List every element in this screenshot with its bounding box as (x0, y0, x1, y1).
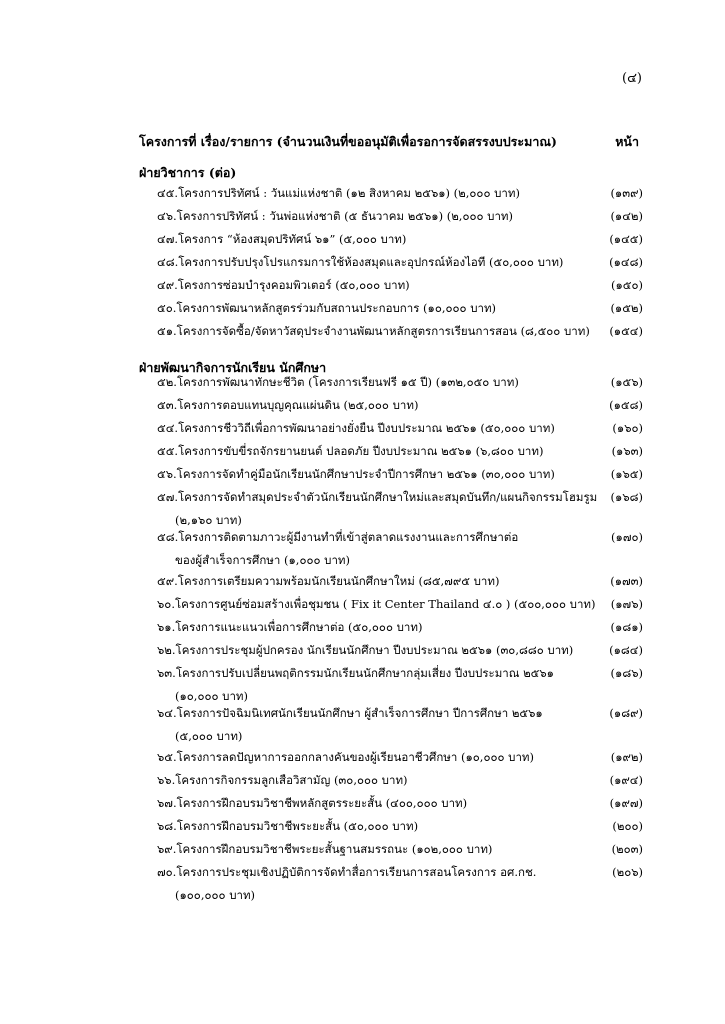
toc-entry-title: ๔๖.โครงการปริทัศน์ : วันพ่อแห่งชาติ (๕ ธันวาคม ๒๕๖๑) (๒,๐๐๐ บาท) (157, 209, 513, 223)
toc-entry (157, 463, 643, 486)
toc-entry-title: ๕๖.โครงการจัดทำคู่มือนักเรียนนักศึกษาประจำปีการศึกษา ๒๕๖๑ (๓๐,๐๐๐ บาท) (157, 467, 555, 481)
toc-entry-title: ๔๙.โครงการซ่อมบำรุงคอมพิวเตอร์ (๕๐,๐๐๐ บาท) (157, 278, 410, 292)
toc-entry-title: ๕๓.โครงการตอบแทนบุญคุณแผ่นดิน (๒๕,๐๐๐ บาท) (157, 398, 419, 412)
toc-entry (157, 746, 643, 769)
toc-entry-title: ๕๒.โครงการพัฒนาทักษะชีวิต (โครงการเรียนฟรี ๑๕ ปี) (๑๓๒,๐๕๐ บาท) (157, 375, 519, 389)
toc-entry (157, 616, 643, 639)
toc-entry-page: (๑๕๒) (610, 301, 643, 315)
section-title-academic: ฝ่ายวิชาการ (ต่อ) (139, 165, 237, 180)
toc-header (139, 132, 639, 152)
toc-entry (157, 394, 643, 417)
toc-entry-title: ๖๕.โครงการลดปัญหาการออกกลางคันของผู้เรียนอาชีวศึกษา (๑๐,๐๐๐ บาท) (157, 750, 534, 764)
toc-entry (157, 205, 643, 228)
toc-entry-page: (๑๗๓) (610, 574, 643, 588)
toc-entry-title: ๖๑.โครงการแนะแนวเพื่อการศึกษาต่อ (๕๐,๐๐๐ บาท) (157, 620, 423, 634)
toc-entry-title: ๖๖.โครงการกิจกรรมลูกเสือวิสามัญ (๓๐,๐๐๐ บาท) (157, 773, 408, 787)
toc-entry-page: (๑๙๔) (609, 773, 643, 787)
toc-entry-page: (๑๕๖) (610, 375, 643, 389)
toc-entry (157, 702, 643, 748)
toc-entry-title: ๖๗.โครงการฝึกอบรมวิชาชีพหลักสูตรระยะสั้น (๔๐๐,๐๐๐ บาท) (157, 796, 468, 810)
toc-entry-title: ๖๒.โครงการประชุมผู้ปกครอง นักเรียนนักศึกษา ปีงบประมาณ ๒๕๖๑ (๓๐,๘๘๐ บาท) (157, 643, 574, 657)
toc-entry-page: (๑๘๔) (609, 643, 643, 657)
toc-entry-page: (๒๐๓) (611, 842, 643, 856)
toc-entry (157, 769, 643, 792)
toc-entry-page: (๑๖๕) (610, 467, 643, 481)
toc-entry-page: (๑๕๔) (609, 324, 643, 338)
toc-entry (157, 371, 643, 394)
toc-entry (157, 274, 643, 297)
toc-entry-title: ๕๐.โครงการพัฒนาหลักสูตรร่วมกับสถานประกอบการ (๑๐,๐๐๐ บาท) (157, 301, 497, 315)
toc-entry (157, 639, 643, 662)
toc-header-title: โครงการที่ เรื่อง/รายการ (จำนวนเงินที่ขออนุมัติเพื่อรอการจัดสรรงบประมาณ) (139, 134, 557, 149)
toc-entry (157, 593, 643, 616)
toc-entry-continuation: (๑๐,๐๐๐ บาท) (175, 689, 248, 703)
toc-entry-page: (๒๐๖) (612, 865, 643, 879)
toc-entry (157, 570, 643, 593)
toc-entry-continuation: (๒,๑๖๐ บาท) (175, 513, 242, 527)
toc-entry-title: ๖๙.โครงการฝึกอบรมวิชาชีพระยะสั้นฐานสมรรถนะ (๑๐๒,๐๐๐ บาท) (157, 842, 493, 856)
toc-entry (157, 440, 643, 463)
toc-entry-title: ๖๘.โครงการฝึกอบรมวิชาชีพระยะสั้น (๕๐,๐๐๐ บาท) (157, 819, 419, 833)
toc-entry-page: (๑๔๒) (610, 209, 643, 223)
toc-entry (157, 297, 643, 320)
toc-header-page-column: หน้า (615, 134, 639, 149)
toc-entry-page: (๒๐๐) (612, 819, 643, 833)
toc-entry-page: (๑๓๙) (610, 186, 643, 200)
toc-entry-page: (๑๖๘) (610, 490, 643, 504)
toc-entry-title: ๕๗.โครงการจัดทำสมุดประจำตัวนักเรียนนักศึกษาใหม่และสมุดบันทึก/แผนกิจกรรมโฮมรูม (157, 490, 598, 504)
toc-entry (157, 792, 643, 815)
toc-entry-title: ๕๘.โครงการติดตามภาวะผู้มีงานทำที่เข้าสู่ตลาดแรงงานและการศึกษาต่อ (157, 530, 519, 544)
toc-entry-page: (๑๗๐) (611, 530, 643, 544)
toc-entry-page: (๑๘๙) (609, 706, 643, 720)
toc-entry-title: ๔๘.โครงการปรับปรุงโปรแกรมการใช้ห้องสมุดและอุปกรณ์ห้องไอที (๕๐,๐๐๐ บาท) (157, 255, 564, 269)
toc-entry-title: ๕๕.โครงการขับขี่รถจักรยานยนต์ ปลอดภัย ปีงบประมาณ ๒๕๖๑ (๖,๘๐๐ บาท) (157, 444, 544, 458)
toc-entry-title: ๕๙.โครงการเตรียมความพร้อมนักเรียนนักศึกษาใหม่ (๘๕,๗๙๕ บาท) (157, 574, 500, 588)
toc-entry-title: ๕๑.โครงการจัดซื้อ/จัดหาวัสดุประจำงานพัฒนาหลักสูตรการเรียนการสอน (๘,๕๐๐ บาท) (157, 324, 590, 338)
toc-entry-page: (๑๙๒) (610, 750, 643, 764)
toc-entry-title: ๖๐.โครงการศูนย์ซ่อมสร้างเพื่อชุมชน ( Fix it Center Thailand ๔.๐ ) (๕๐๐,๐๐๐ บาท) (157, 597, 596, 611)
toc-entry (157, 838, 643, 861)
toc-entry-page: (๑๕๐) (611, 278, 643, 292)
toc-entry-page: (๑๗๖) (610, 597, 643, 611)
toc-entry (157, 320, 643, 343)
toc-entry (157, 251, 643, 274)
toc-entry (157, 228, 643, 251)
section-title-student-affairs: ฝ่ายพัฒนากิจการนักเรียน นักศึกษา (139, 360, 327, 375)
toc-entry-title: ๕๔.โครงการชีววิถีเพื่อการพัฒนาอย่างยั่งยืน ปีงบประมาณ ๒๕๖๑ (๕๐,๐๐๐ บาท) (157, 421, 555, 435)
toc-entry-page: (๑๕๘) (609, 398, 643, 412)
toc-entry (157, 815, 643, 838)
toc-entry-title: ๖๔.โครงการปัจฉิมนิเทศนักเรียนนักศึกษา ผู้สำเร็จการศึกษา ปีการศึกษา ๒๕๖๑ (157, 706, 543, 720)
toc-entry-title: ๔๗.โครงการ “ห้องสมุดปริทัศน์ ๖๑” (๕,๐๐๐ บาท) (157, 232, 407, 246)
toc-entry-continuation: (๕,๐๐๐ บาท) (175, 729, 243, 743)
toc-entry-title: ๔๕.โครงการปริทัศน์ : วันแม่แห่งชาติ (๑๒ สิงหาคม ๒๕๖๑) (๒,๐๐๐ บาท) (157, 186, 520, 200)
toc-entry-continuation: ของผู้สำเร็จการศึกษา (๑,๐๐๐ บาท) (175, 553, 350, 567)
toc-entry-page: (๑๖๐) (612, 421, 643, 435)
toc-entry (157, 417, 643, 440)
toc-entry-page: (๑๔๕) (609, 232, 643, 246)
toc-entry-page: (๑๘๖) (610, 666, 643, 680)
toc-entry-page: (๑๔๘) (609, 255, 643, 269)
toc-entry-title: ๗๐.โครงการประชุมเชิงปฏิบัติการจัดทำสื่อการเรียนการสอนโครงการ อศ.กช. (157, 865, 537, 879)
page-number: (๔) (622, 71, 642, 86)
toc-entry-title: ๖๓.โครงการปรับเปลี่ยนพฤติกรรมนักเรียนนักศึกษากลุ่มเสี่ยง ปีงบประมาณ ๒๕๖๑ (157, 666, 554, 680)
toc-entry (157, 182, 643, 205)
toc-entry (157, 526, 643, 572)
toc-entry-page: (๑๘๑) (610, 620, 643, 634)
toc-entry-page: (๑๙๗) (609, 796, 643, 810)
toc-entry-continuation: (๑๐๐,๐๐๐ บาท) (175, 888, 256, 902)
toc-entry (157, 861, 643, 907)
toc-entry-page: (๑๖๓) (611, 444, 643, 458)
